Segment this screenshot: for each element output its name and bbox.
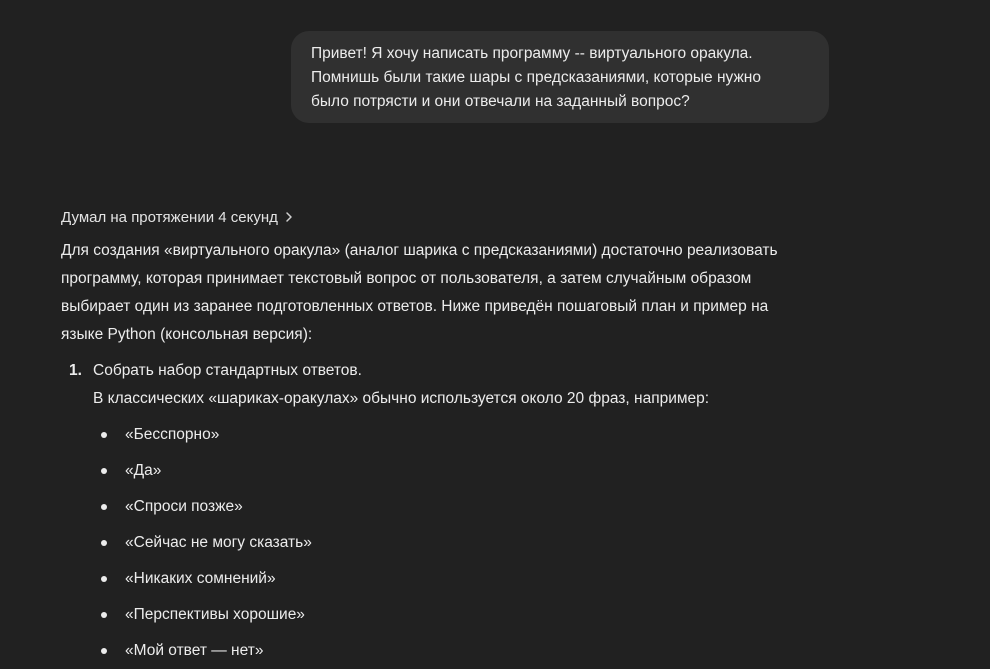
user-message-bubble: [291, 31, 829, 123]
list-item: [97, 457, 312, 493]
list-item: [97, 529, 312, 565]
bullet-icon: [101, 648, 107, 654]
list-item: [97, 601, 312, 637]
bullet-icon: [101, 540, 107, 546]
assistant-intro-line: Для создания «виртуального оракула» (аналог шарика с предсказаниями) достаточно реализовать: [61, 242, 778, 259]
chevron-right-icon: [284, 211, 294, 223]
step-title: Собрать набор стандартных ответов.: [93, 362, 362, 379]
list-item: [97, 637, 312, 669]
answer-text: «Сейчас не могу сказать»: [125, 534, 312, 551]
thought-duration-label: Думал на протяжении 4 секунд: [61, 208, 278, 226]
bullet-icon: [101, 576, 107, 582]
assistant-intro-line: языке Python (консольная версия):: [61, 326, 313, 343]
bullet-icon: [101, 504, 107, 510]
answer-text: «Никаких сомнений»: [125, 570, 276, 587]
assistant-intro-line: выбирает один из заранее подготовленных ответов. Ниже приведён пошаговый план и пример на: [61, 298, 769, 315]
answer-text: «Перспективы хорошие»: [125, 606, 305, 623]
answer-text: «Спроси позже»: [125, 498, 243, 515]
bullet-icon: [101, 432, 107, 438]
user-message-line: Помнишь были такие шары с предсказаниями, которые нужно: [311, 69, 761, 86]
answers-list: [97, 421, 312, 669]
list-item: [97, 565, 312, 601]
answer-text: «Бесспорно»: [125, 426, 220, 443]
assistant-intro: [61, 237, 811, 349]
answer-text: «Да»: [125, 462, 162, 479]
thought-duration-toggle[interactable]: [61, 206, 294, 228]
answer-text: «Мой ответ — нет»: [125, 642, 264, 659]
user-message-line: было потрясти и они отвечали на заданный вопрос?: [311, 93, 690, 110]
step-description: В классических «шариках-оракулах» обычно используется около 20 фраз, например:: [93, 390, 710, 407]
user-message-line: Привет! Я хочу написать программу -- виртуального оракула.: [311, 45, 753, 62]
list-item: [97, 421, 312, 457]
bullet-icon: [101, 612, 107, 618]
bullet-icon: [101, 468, 107, 474]
assistant-intro-line: программу, которая принимает текстовый вопрос от пользователя, а затем случайным образом: [61, 270, 752, 287]
step-number: 1.: [69, 362, 82, 379]
list-item: [97, 493, 312, 529]
